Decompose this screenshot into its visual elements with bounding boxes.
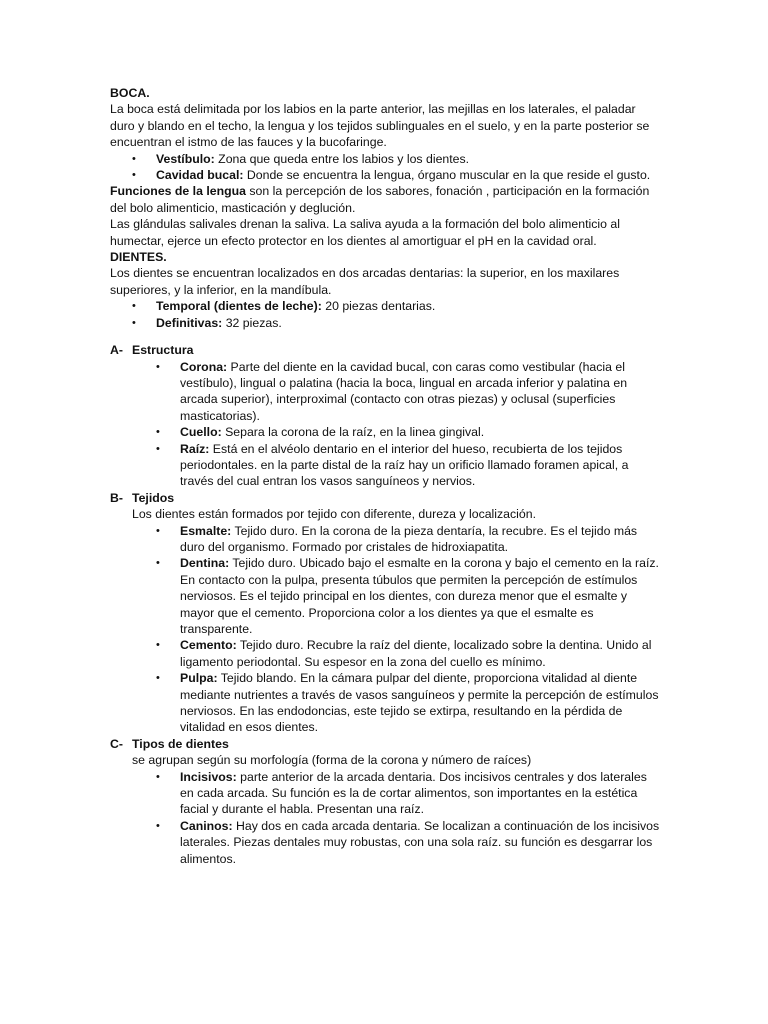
term-temporal: Temporal (dientes de leche): bbox=[156, 299, 322, 314]
list-item: • Corona: Parte del diente en la cavidad bucal, con caras como vestibular (hacia el vestíbulo), lingual o palatina (hacia la boca, lingual en arcada inferior y palatina en arcada superior), interproximal (contacto con otras piezas) y oclusal (superficies masticatorias). bbox=[156, 359, 628, 423]
tipos-intro: se agrupan según su morfología (forma de la corona y número de raíces) bbox=[132, 753, 532, 768]
term-incisivos: Incisivos: bbox=[180, 769, 237, 784]
list-item: • Incisivos: parte anterior de la arcada dentaria. Dos incisivos centrales y dos laterales en cada arcada. Su función es la de cortar alimentos, son importantes en la estética facial y durante el habla. Presentan una raíz. bbox=[156, 769, 647, 817]
term-corona: Corona: bbox=[180, 359, 228, 374]
tejidos-list bbox=[110, 523, 660, 736]
list-item: • Dentina: Tejido duro. Ubicado bajo el esmalte en la corona y bajo el cemento en la raíz. En contacto con la pulpa, presenta túbulos que permiten la percepción de estímulos nerviosos. Es el tejido principal en los dientes, con dureza menor que el esmalte y mayor que el cemento. Proporciona color a los dientes ya que el esmalte es transparente. bbox=[156, 556, 659, 636]
term-definitivas: Definitivas: bbox=[156, 315, 223, 330]
document-page bbox=[110, 85, 660, 867]
bullet-icon: • bbox=[156, 770, 160, 783]
list-item: • Esmalte: Tejido duro. En la corona de la pieza dentaría, la recubre. Es el tejido más duro del organismo. Formado por cristales de hidroxiapatita. bbox=[156, 523, 638, 554]
section-estructura-heading: A- Estructura bbox=[110, 343, 194, 358]
section-tejidos-heading: B- Tejidos bbox=[110, 490, 175, 505]
section-letter: C- bbox=[110, 736, 123, 751]
boca-intro: La boca está delimitada por los labios en la parte anterior, las mejillas en los laterales, el paladar duro y blando en el techo, la lengua y los tejidos sublinguales en el suelo, y en la parte posterior se encuentran el istmo de las fauces y la bucofaringe. bbox=[110, 102, 650, 150]
spacer bbox=[110, 331, 660, 342]
list-item: • Pulpa: Tejido blando. En la cámara pulpar del diente, proporciona vitalidad al diente mediante nutrientes a través de vasos sanguíneos y permite la percepción de estímulos nerviosos. En las endodoncias, este tejido se extirpa, resultando en la pérdida de vitalidad en esos dientes. bbox=[156, 671, 659, 735]
term-cemento: Cemento: bbox=[180, 638, 237, 653]
term-caninos: Caninos: bbox=[180, 818, 233, 833]
bullet-icon: • bbox=[132, 152, 136, 165]
denticion-list bbox=[110, 298, 660, 331]
list-item: • Raíz: Está en el alvéolo dentario en el interior del hueso, recubierta de los tejidos periodontales. en la parte distal de la raíz hay un orificio llamado foramen apical, a través del cual entran los vasos sanguíneos y nervios. bbox=[156, 441, 629, 489]
list-item: • Caninos: Hay dos en cada arcada dentaria. Se localizan a continuación de los incisivos laterales. Piezas dentales muy robustas, con una sola raíz. su función es desgarrar los alimentos. bbox=[156, 818, 660, 866]
bullet-icon: • bbox=[156, 819, 160, 832]
boca-list bbox=[110, 151, 660, 184]
list-item: • Cavidad bucal: Donde se encuentra la lengua, órgano muscular en la que reside el gusto. bbox=[132, 168, 651, 183]
bullet-icon: • bbox=[156, 426, 160, 439]
dientes-intro: Los dientes se encuentran localizados en dos arcadas dentarias: la superior, en los maxilares superiores, y la inferior, en la mandíbula. bbox=[110, 266, 620, 297]
list-item: • Cemento: Tejido duro. Recubre la raíz del diente, localizado sobre la dentina. Unido al ligamento periodontal. Su espesor en la zona del cuello es mínimo. bbox=[156, 638, 652, 669]
list-item: • Vestíbulo: Zona que queda entre los labios y los dientes. bbox=[132, 151, 470, 166]
bullet-icon: • bbox=[132, 316, 136, 329]
dientes-heading: DIENTES. bbox=[110, 250, 167, 265]
list-item: • Definitivas: 32 piezas. bbox=[132, 315, 282, 330]
term-pulpa: Pulpa: bbox=[180, 671, 218, 686]
bullet-icon: • bbox=[132, 169, 136, 182]
term-cuello: Cuello: bbox=[180, 425, 222, 440]
term-esmalte: Esmalte: bbox=[180, 523, 232, 538]
lengua-paragraph: Funciones de la lengua son la percepción de los sabores, fonación , participación en la formación del bolo alimenticio, masticación y deglución. bbox=[110, 184, 650, 215]
tejidos-intro: Los dientes están formados por tejido con diferente, dureza y localización. bbox=[132, 507, 536, 522]
bullet-icon: • bbox=[132, 300, 136, 313]
bullet-icon: • bbox=[156, 672, 160, 685]
term-cavidad-bucal: Cavidad bucal: bbox=[156, 168, 244, 183]
tipos-list bbox=[110, 769, 660, 867]
list-item: • Temporal (dientes de leche): 20 piezas dentarias. bbox=[132, 299, 436, 314]
section-letter: B- bbox=[110, 490, 123, 505]
section-tipos-heading: C- Tipos de dientes bbox=[110, 736, 229, 751]
term-raiz: Raíz: bbox=[180, 441, 210, 456]
bullet-icon: • bbox=[156, 557, 160, 570]
bullet-icon: • bbox=[156, 442, 160, 455]
section-letter: A- bbox=[110, 343, 123, 358]
bullet-icon: • bbox=[156, 360, 160, 373]
boca-heading: BOCA. bbox=[110, 86, 150, 100]
list-item: • Cuello: Separa la corona de la raíz, en la linea gingival. bbox=[156, 425, 485, 440]
bullet-icon: • bbox=[156, 639, 160, 652]
estructura-list bbox=[110, 359, 660, 490]
bullet-icon: • bbox=[156, 524, 160, 537]
term-dentina: Dentina: bbox=[180, 556, 230, 571]
lengua-term: Funciones de la lengua bbox=[110, 184, 246, 199]
saliva-paragraph: Las glándulas salivales drenan la saliva. La saliva ayuda a la formación del bolo alimenticio al humectar, ejerce un efecto protector en los dientes al amortiguar el pH en la cavidad oral. bbox=[110, 217, 620, 248]
term-vestibulo: Vestíbulo: bbox=[156, 151, 215, 166]
